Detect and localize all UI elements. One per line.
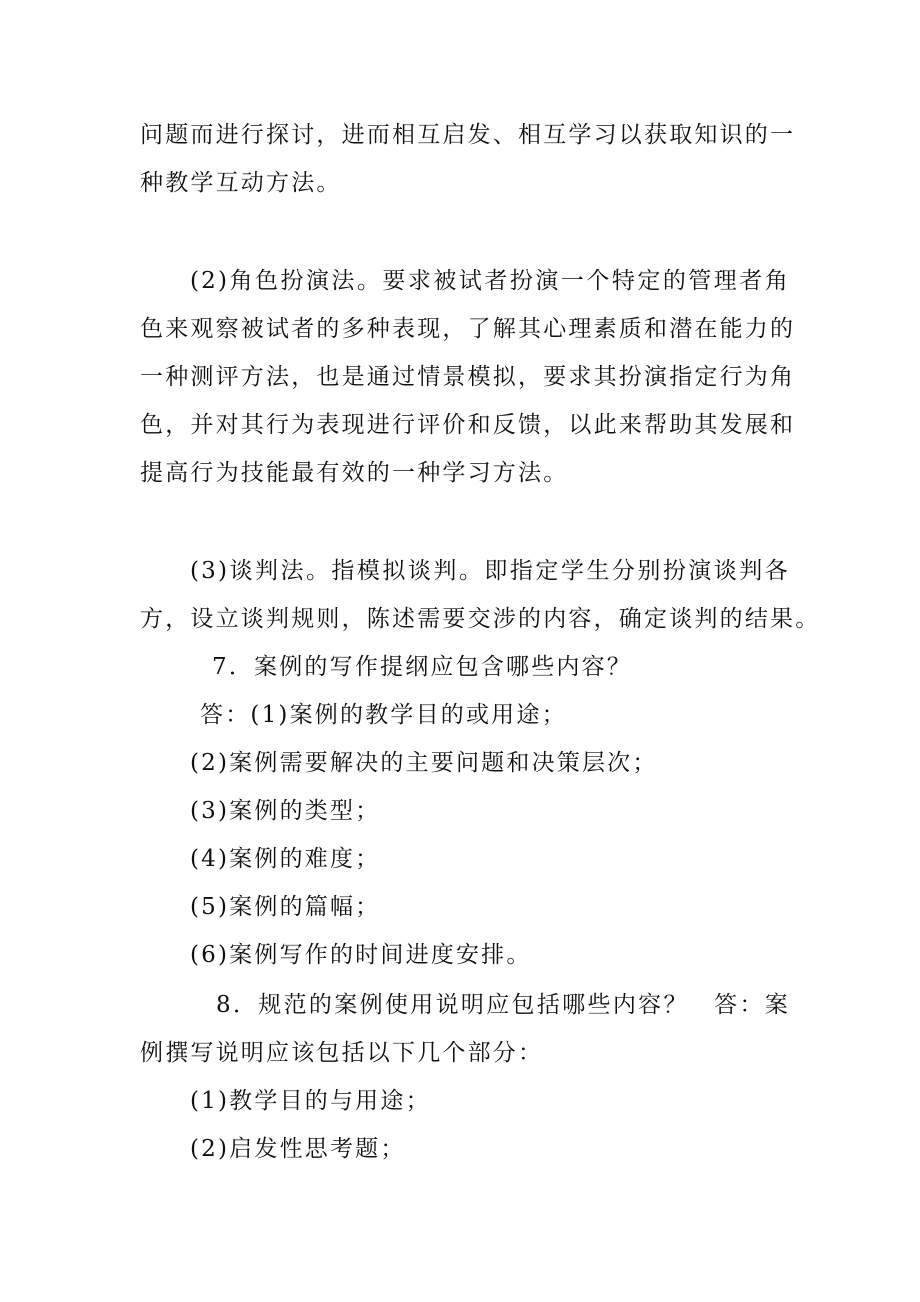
paragraph-line: (3)谈判法。指模拟谈判。即指定学生分别扮演谈判各 (190, 558, 790, 584)
question-heading: 8．规范的案例使用说明应包括哪些内容？ 答：案 (216, 992, 790, 1018)
list-item: (3)案例的类型； (190, 798, 381, 824)
paragraph-line: 例撰写说明应该包括以下几个部分： (140, 1040, 544, 1066)
paragraph-line: 色来观察被试者的多种表现，了解其心理素质和潜在能力的 (140, 316, 796, 342)
paragraph-line: 一种测评方法，也是通过情景模拟，要求其扮演指定行为角 (140, 364, 796, 390)
paragraph-line: (2)角色扮演法。要求被试者扮演一个特定的管理者角 (190, 268, 790, 294)
list-item: (2)启发性思考题； (190, 1136, 406, 1162)
list-item: (5)案例的篇幅； (190, 894, 381, 920)
list-item: (2)案例需要解决的主要问题和决策层次； (190, 750, 658, 776)
paragraph-line: 提高行为技能最有效的一种学习方法。 (140, 460, 569, 486)
list-item: (1)教学目的与用途； (190, 1088, 431, 1114)
list-item: (4)案例的难度； (190, 846, 381, 872)
paragraph-line: 色，并对其行为表现进行评价和反馈，以此来帮助其发展和 (140, 412, 796, 438)
paragraph-line: 种教学互动方法。 (140, 170, 342, 196)
list-item: (6)案例写作的时间进度安排。 (190, 942, 532, 968)
paragraph-line: 方，设立谈判规则，陈述需要交涉的内容，确定谈判的结果。 (140, 606, 821, 632)
answer-line: 答：(1)案例的教学目的或用途； (200, 702, 567, 728)
paragraph-line: 问题而进行探讨，进而相互启发、相互学习以获取知识的一 (140, 122, 796, 148)
question-heading: 7．案例的写作提纲应包含哪些内容？ (212, 654, 633, 680)
